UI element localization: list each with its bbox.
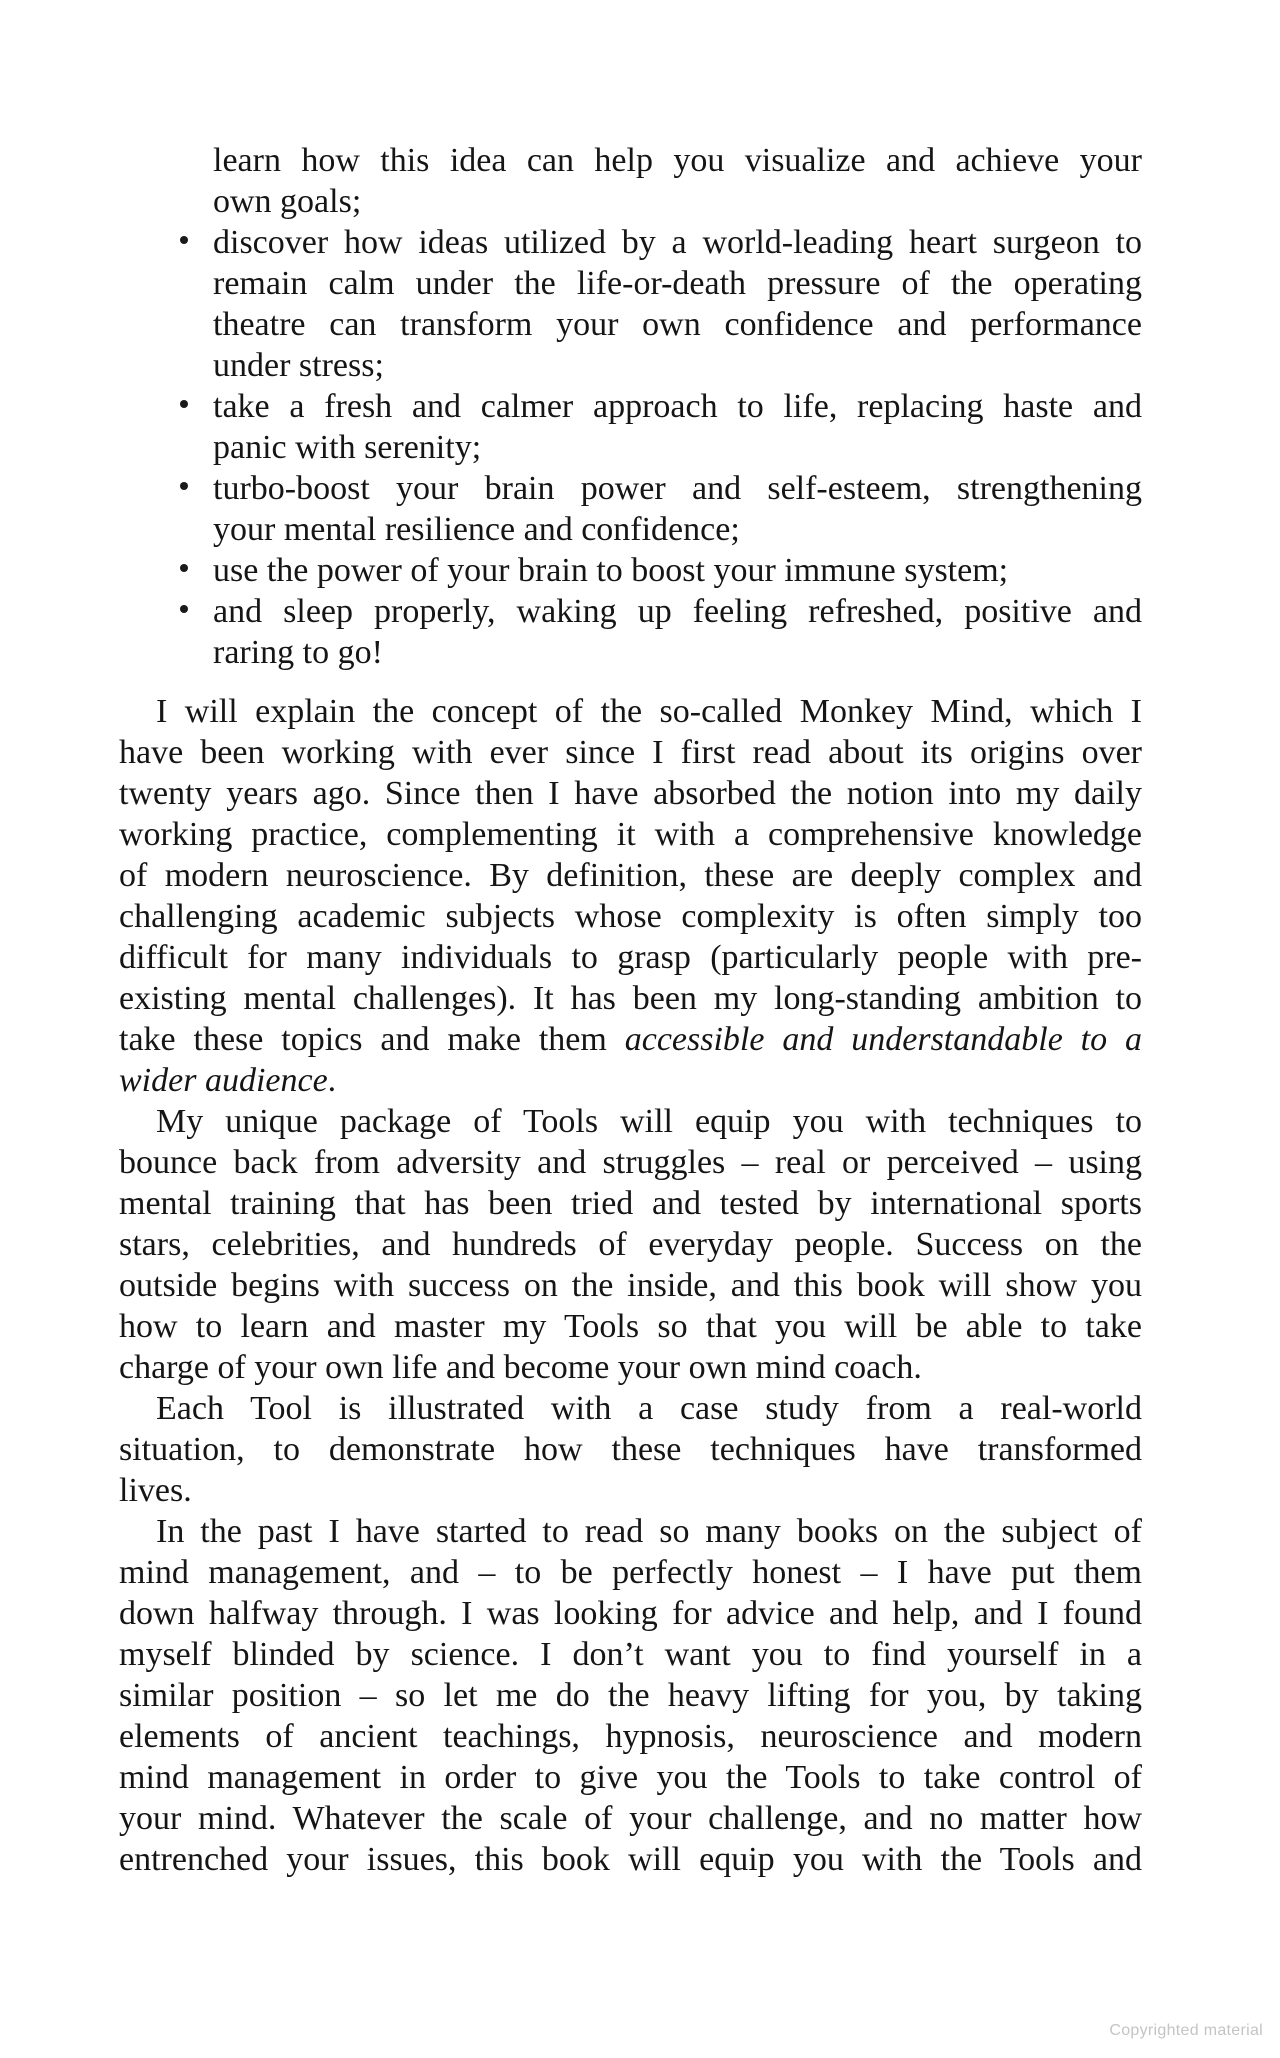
body-text: elements of ancient teachings, hypnosis, neuroscience and modern [119, 1718, 1142, 1755]
text-line [119, 896, 1142, 937]
text-line [119, 1306, 1142, 1347]
text-line [213, 509, 1142, 550]
body-text: working practice, complementing it with a comprehensive knowledge [119, 816, 1142, 853]
text-line [213, 386, 1142, 427]
body-text: panic with serenity; [213, 429, 482, 466]
body-text: . [327, 1062, 337, 1099]
text-line [213, 550, 1142, 591]
body-text: I will explain the concept of the so-called Monkey Mind, which I [156, 693, 1142, 730]
body-text: down halfway through. I was looking for advice and help, and I found [119, 1595, 1142, 1632]
text-line [119, 1470, 1142, 1511]
text-line [213, 427, 1142, 468]
body-text: lives. [119, 1472, 192, 1509]
text-line [119, 1839, 1142, 1880]
body-text: charge of your own life and become your own mind coach. [119, 1349, 922, 1386]
body-text: take these topics and make them [119, 1021, 625, 1058]
body-text: mind management in order to give you the Tools to take control of [119, 1759, 1142, 1796]
text-line [119, 1716, 1142, 1757]
body-text: mental training that has been tried and tested by international sports [119, 1185, 1142, 1222]
body-text: own goals; [213, 183, 362, 220]
text-line [119, 1265, 1142, 1306]
body-text: raring to go! [213, 634, 383, 671]
body-text: bounce back from adversity and struggles – real or perceived – using [119, 1144, 1142, 1181]
text-line [119, 1552, 1142, 1593]
body-text: your mind. Whatever the scale of your challenge, and no matter how [119, 1800, 1142, 1837]
paragraph [119, 1511, 1142, 1880]
text-line [213, 591, 1142, 632]
text-line [119, 1101, 1142, 1142]
body-text: mind management, and – to be perfectly honest – I have put them [119, 1554, 1142, 1591]
text-line [213, 468, 1142, 509]
paragraph [119, 1101, 1142, 1388]
body-text: Each Tool is illustrated with a case study from a real-world [156, 1390, 1142, 1427]
body-text: have been working with ever since I first read about its origins over [119, 734, 1142, 771]
body-text: of modern neuroscience. By definition, these are deeply complex and [119, 857, 1142, 894]
body-text: My unique package of Tools will equip you with techniques to [156, 1103, 1142, 1140]
body-text: entrenched your issues, this book will equip you with the Tools and [119, 1841, 1142, 1878]
text-line [119, 1634, 1142, 1675]
body-text: In the past I have started to read so many books on the subject of [156, 1513, 1142, 1550]
text-line [119, 1388, 1142, 1429]
text-line [119, 978, 1142, 1019]
text-line [119, 1675, 1142, 1716]
text-line [119, 855, 1142, 896]
bullet-dot-icon [180, 400, 188, 408]
text-line [119, 1142, 1142, 1183]
italic-text: wider audience [119, 1062, 328, 1099]
body-text: how to learn and master my Tools so that you will be able to take [119, 1308, 1142, 1345]
italic-text: accessible and understandable to a [624, 1021, 1143, 1058]
bullet-dot-icon [180, 236, 188, 244]
text-line [213, 140, 1142, 181]
bullet-dot-icon [180, 482, 188, 490]
bullet-item [119, 140, 1142, 222]
text-line [119, 1511, 1142, 1552]
body-text: use the power of your brain to boost your immune system; [213, 552, 1009, 589]
text-line [119, 732, 1142, 773]
body-text: twenty years ago. Since then I have absorbed the notion into my daily [119, 775, 1142, 812]
text-line [119, 1593, 1142, 1634]
bullet-item [119, 468, 1142, 550]
text-line [119, 1798, 1142, 1839]
text-line [119, 773, 1142, 814]
text-line [119, 814, 1142, 855]
body-text: theatre can transform your own confidence and performance [213, 306, 1142, 343]
body-text: stars, celebrities, and hundreds of everyday people. Success on the [119, 1226, 1142, 1263]
body-text: and sleep properly, waking up feeling refreshed, positive and [213, 593, 1142, 630]
copyright-watermark: Copyrighted material [1109, 2022, 1263, 2039]
paragraph [119, 1388, 1142, 1511]
body-text: take a fresh and calmer approach to life, replacing haste and [213, 388, 1142, 425]
body-text: your mental resilience and confidence; [213, 511, 740, 548]
page-text [119, 140, 1142, 1880]
text-line [213, 181, 1142, 222]
body-text: situation, to demonstrate how these techniques have transformed [119, 1431, 1142, 1468]
text-line [213, 304, 1142, 345]
text-line [119, 691, 1142, 732]
text-line [119, 1429, 1142, 1470]
body-text: discover how ideas utilized by a world-leading heart surgeon to [213, 224, 1142, 261]
text-line [213, 263, 1142, 304]
body-text: existing mental challenges). It has been my long-standing ambition to [119, 980, 1142, 1017]
body-text: turbo-boost your brain power and self-esteem, strengthening [213, 470, 1142, 507]
body-text: under stress; [213, 347, 384, 384]
paragraph [119, 691, 1142, 1101]
body-text: myself blinded by science. I don’t want you to find yourself in a [119, 1636, 1142, 1673]
body-text: difficult for many individuals to grasp (particularly people with pre- [119, 939, 1142, 976]
body-text: outside begins with success on the inside, and this book will show you [119, 1267, 1142, 1304]
text-line [119, 1347, 1142, 1388]
bullet-dot-icon [180, 564, 188, 572]
text-line [119, 937, 1142, 978]
text-line [119, 1757, 1142, 1798]
body-text: learn how this idea can help you visualize and achieve your [213, 142, 1142, 179]
body-text: remain calm under the life-or-death pressure of the operating [213, 265, 1142, 302]
text-line [119, 1019, 1142, 1060]
text-line [119, 1183, 1142, 1224]
bullet-item [119, 591, 1142, 673]
text-line [119, 1224, 1142, 1265]
bullet-dot-icon [180, 605, 188, 613]
text-line [213, 345, 1142, 386]
body-text: challenging academic subjects whose complexity is often simply too [119, 898, 1142, 935]
bullet-item [119, 222, 1142, 386]
bullet-item [119, 386, 1142, 468]
text-line [213, 222, 1142, 263]
text-line [213, 632, 1142, 673]
text-line [119, 1060, 1142, 1101]
bullet-item [119, 550, 1142, 591]
body-text: similar position – so let me do the heavy lifting for you, by taking [119, 1677, 1142, 1714]
